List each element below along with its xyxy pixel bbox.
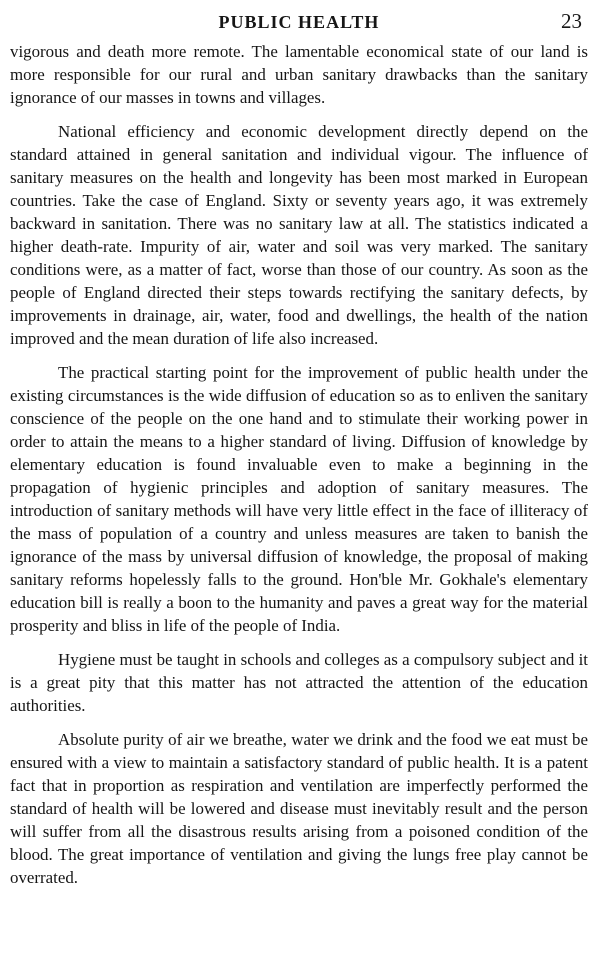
paragraph-national-efficiency: National efficiency and economic development directly depend on the standard attained in general sanitation and individual vigour. The influence of sanitary measures on the health and longevity has been most marked in European countries. Take the case of England. Sixty or seventy years ago, it was extremely backward in sanitation. There was no sanitary law at all. The statistics indicated a higher death-rate. Impurity of air, water and soil was very marked. The sanitary conditions were, as a matter of fact, worse than those of our country. As soon as the people of England directed their steps towards rectifying the sanitary defects, by improvements in drainage, air, water, food and dwellings, the health of the nation improved and the mean duration of life also increased. xyxy=(10,122,588,348)
paragraph-absolute-purity: Absolute purity of air we breathe, water we drink and the food we eat must be ensured with a view to maintain a satisfactory standard of public health. It is a patent fact that in proportion as respiration and ventilation are imperfectly performed the standard of health will be lowered and disease must inevitably result and the person will suffer from all the disastrous results arising from a poisoned condition of the blood. The great importance of ventilation and giving the lungs free play cannot be overrated. xyxy=(10,730,588,887)
body-text xyxy=(10,40,588,889)
running-header xyxy=(10,6,588,40)
book-page xyxy=(10,6,588,889)
paragraph-practical-starting-point: The practical starting point for the improvement of public health under the existing circumstances is the wide diffusion of education so as to enliven the sanitary conscience of the people on the one hand and to stimulate their working power in order to attain the means to a higher standard of living. Diffusion of knowledge by elementary education is found invaluable even to make a beginning in the propagation of hygienic principles and adoption of sanitary measures. The introduction of sanitary methods will have very little effect in the face of illiteracy of the mass of population of a country and unless measures are taken to banish the ignorance of the mass by universal diffusion of knowledge, the proposal of making sanitary reforms hopelessly falls to the ground. Hon'ble Mr. Gokhale's elementary education bill is really a boon to the humanity and paves a great way for the material prosperity and bliss in life of the people of India. xyxy=(10,363,588,635)
paragraph-hygiene-teaching: Hygiene must be taught in schools and colleges as a compulsory subject and it is a great pity that this matter has not attracted the attention of the education authorities. xyxy=(10,650,588,715)
page-number: 23 xyxy=(561,9,582,33)
running-title: PUBLIC HEALTH xyxy=(218,12,380,32)
paragraph-continued: vigorous and death more remote. The lamentable economical state of our land is more responsible for our rural and urban sanitary drawbacks than the sanitary ignorance of our masses in towns and villages. xyxy=(10,42,588,107)
